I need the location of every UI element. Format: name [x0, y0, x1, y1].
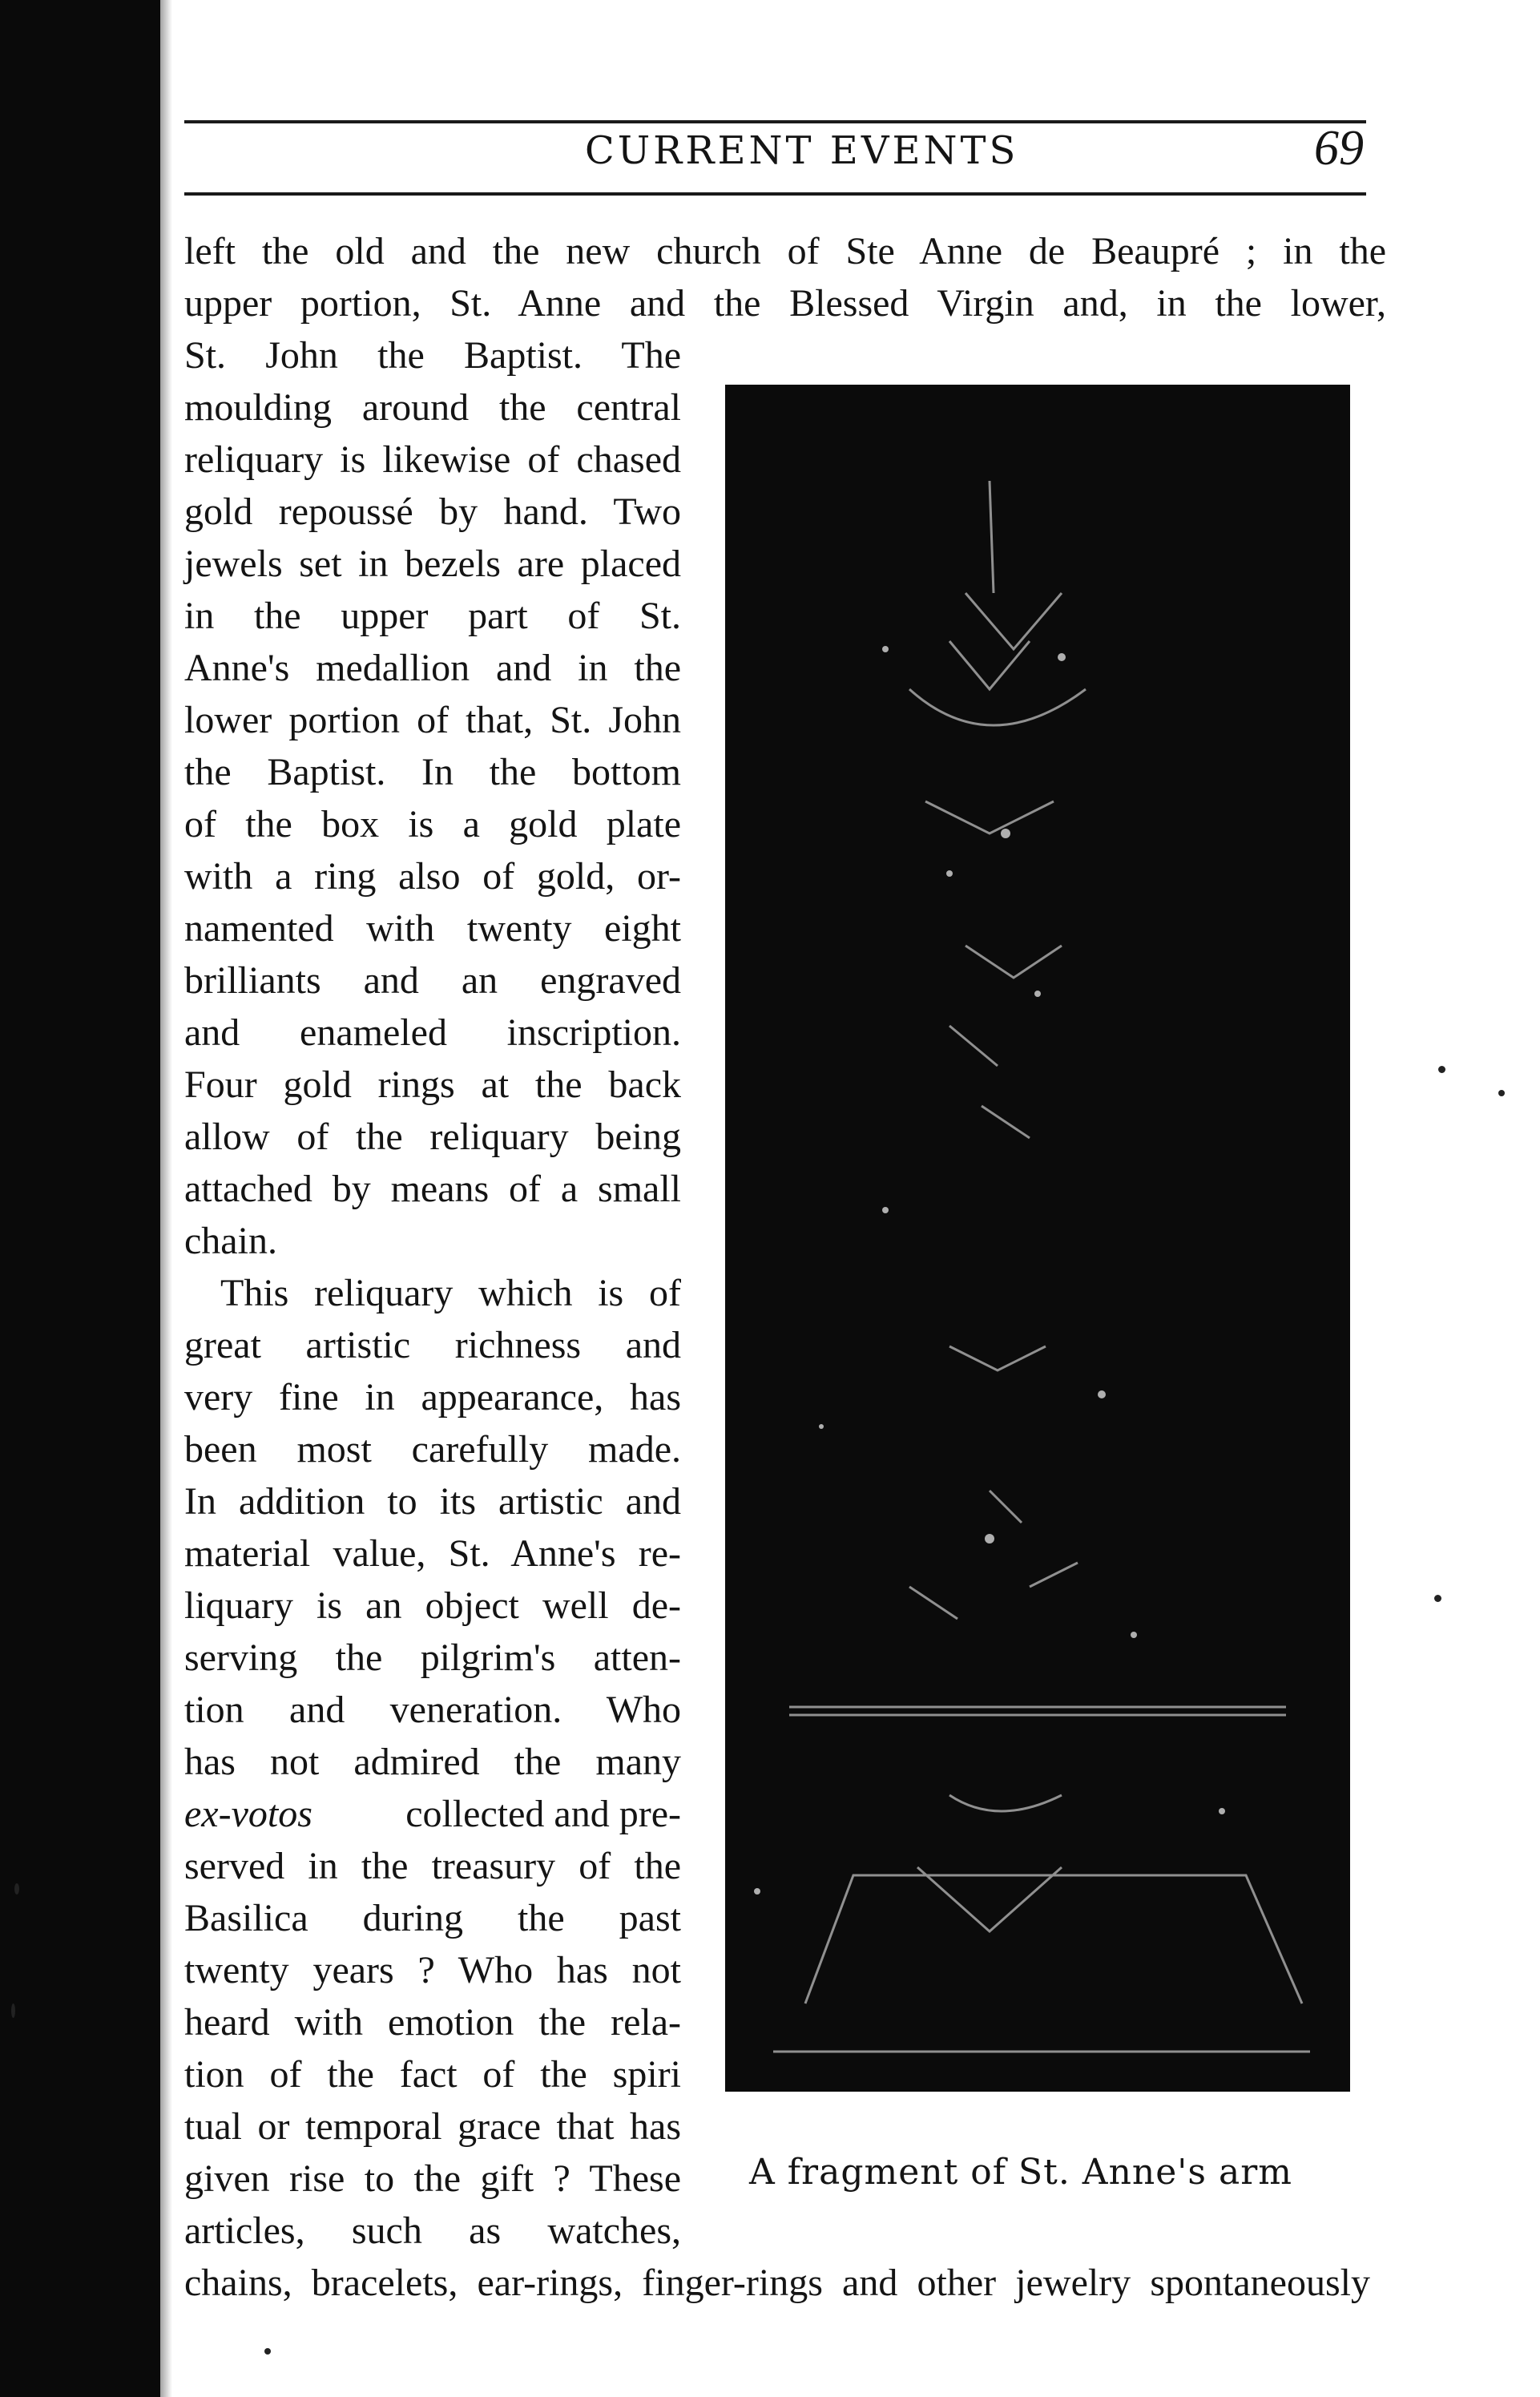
text-line: left the old and the new church of Ste Anne de Beaupré ; in the: [184, 230, 1386, 272]
scan-speck: [1434, 1595, 1441, 1602]
text-line: allow of the reliquary being: [184, 1116, 681, 1158]
text-line: upper portion, St. Anne and the Blessed Virgin and, in the lower,: [184, 282, 1386, 325]
text-line: St. John the Baptist. The: [184, 334, 681, 377]
text-line: very fine in appearance, has: [184, 1376, 681, 1418]
text-line: been most carefully made.: [184, 1428, 681, 1471]
text-line: material value, St. Anne's re-: [184, 1532, 681, 1575]
text-line: with a ring also of gold, or-: [184, 855, 681, 898]
text-line: has not admired the many: [184, 1741, 681, 1783]
scan-speck: [11, 2004, 15, 2018]
scan-speck: [264, 2348, 271, 2355]
text-line: in the upper part of St.: [184, 595, 681, 637]
running-header: CURRENT EVENTS: [585, 128, 1019, 173]
text-line: served in the treasury of the: [184, 1845, 681, 1887]
text-line: Anne's medallion and in the: [184, 647, 681, 689]
text-line: the Baptist. In the bottom: [184, 751, 681, 793]
scan-speck: [1438, 1066, 1445, 1073]
text-line: This reliquary which is of: [220, 1272, 681, 1314]
text-line: gold repoussé by hand. Two: [184, 490, 681, 533]
text-line: [184, 1795, 681, 1834]
text-line: brilliants and an engraved: [184, 959, 681, 1002]
text-line: lower portion of that, St. John: [184, 699, 681, 741]
figure-caption: A fragment of St. Anne's arm: [749, 2152, 1292, 2193]
page-number: 69: [1314, 121, 1364, 176]
text-line: tion and veneration. Who: [184, 1689, 681, 1731]
reliquary-photograph: [725, 385, 1350, 2092]
text-line: namented with twenty eight: [184, 907, 681, 950]
scan-speck: [14, 1883, 19, 1895]
header-rule-top: [184, 120, 1366, 123]
text-line: tual or temporal grace that has: [184, 2105, 681, 2148]
text-line: chain.: [184, 1220, 277, 1262]
text-line: great artistic richness and: [184, 1324, 681, 1366]
text-line: Four gold rings at the back: [184, 1063, 681, 1106]
text-line: jewels set in bezels are placed: [184, 543, 681, 585]
ex-votos-term: ex-votos: [184, 1793, 312, 1835]
text-line: liquary is an object well de-: [184, 1584, 681, 1627]
text-line: heard with emotion the rela-: [184, 2001, 681, 2044]
text-line: Basilica during the past: [184, 1897, 681, 1939]
text-line: chains, bracelets, ear-rings, finger-rings and other jewelry spontaneously: [184, 2262, 1370, 2304]
text-line: twenty years ? Who has not: [184, 1949, 681, 1991]
text-line: serving the pilgrim's atten-: [184, 1636, 681, 1679]
reliquary-illustration: [725, 385, 1350, 2092]
text-line: reliquary is likewise of chased: [184, 438, 681, 481]
text-fragment: collected and pre-: [405, 1793, 681, 1835]
text-line: moulding around the central: [184, 386, 681, 429]
text-line: of the box is a gold plate: [184, 803, 681, 845]
text-line: given rise to the gift ? These: [184, 2157, 681, 2200]
text-line: In addition to its artistic and: [184, 1480, 681, 1523]
text-line: attached by means of a small: [184, 1168, 681, 1210]
text-line: and enameled inscription.: [184, 1011, 681, 1054]
header-rule-bottom: [184, 192, 1366, 196]
scan-binding-shadow: [140, 0, 172, 2397]
scan-binding-edge: [0, 0, 160, 2397]
scan-speck: [1498, 1090, 1505, 1096]
text-line: tion of the fact of the spiri: [184, 2053, 681, 2096]
text-line: articles, such as watches,: [184, 2209, 681, 2252]
